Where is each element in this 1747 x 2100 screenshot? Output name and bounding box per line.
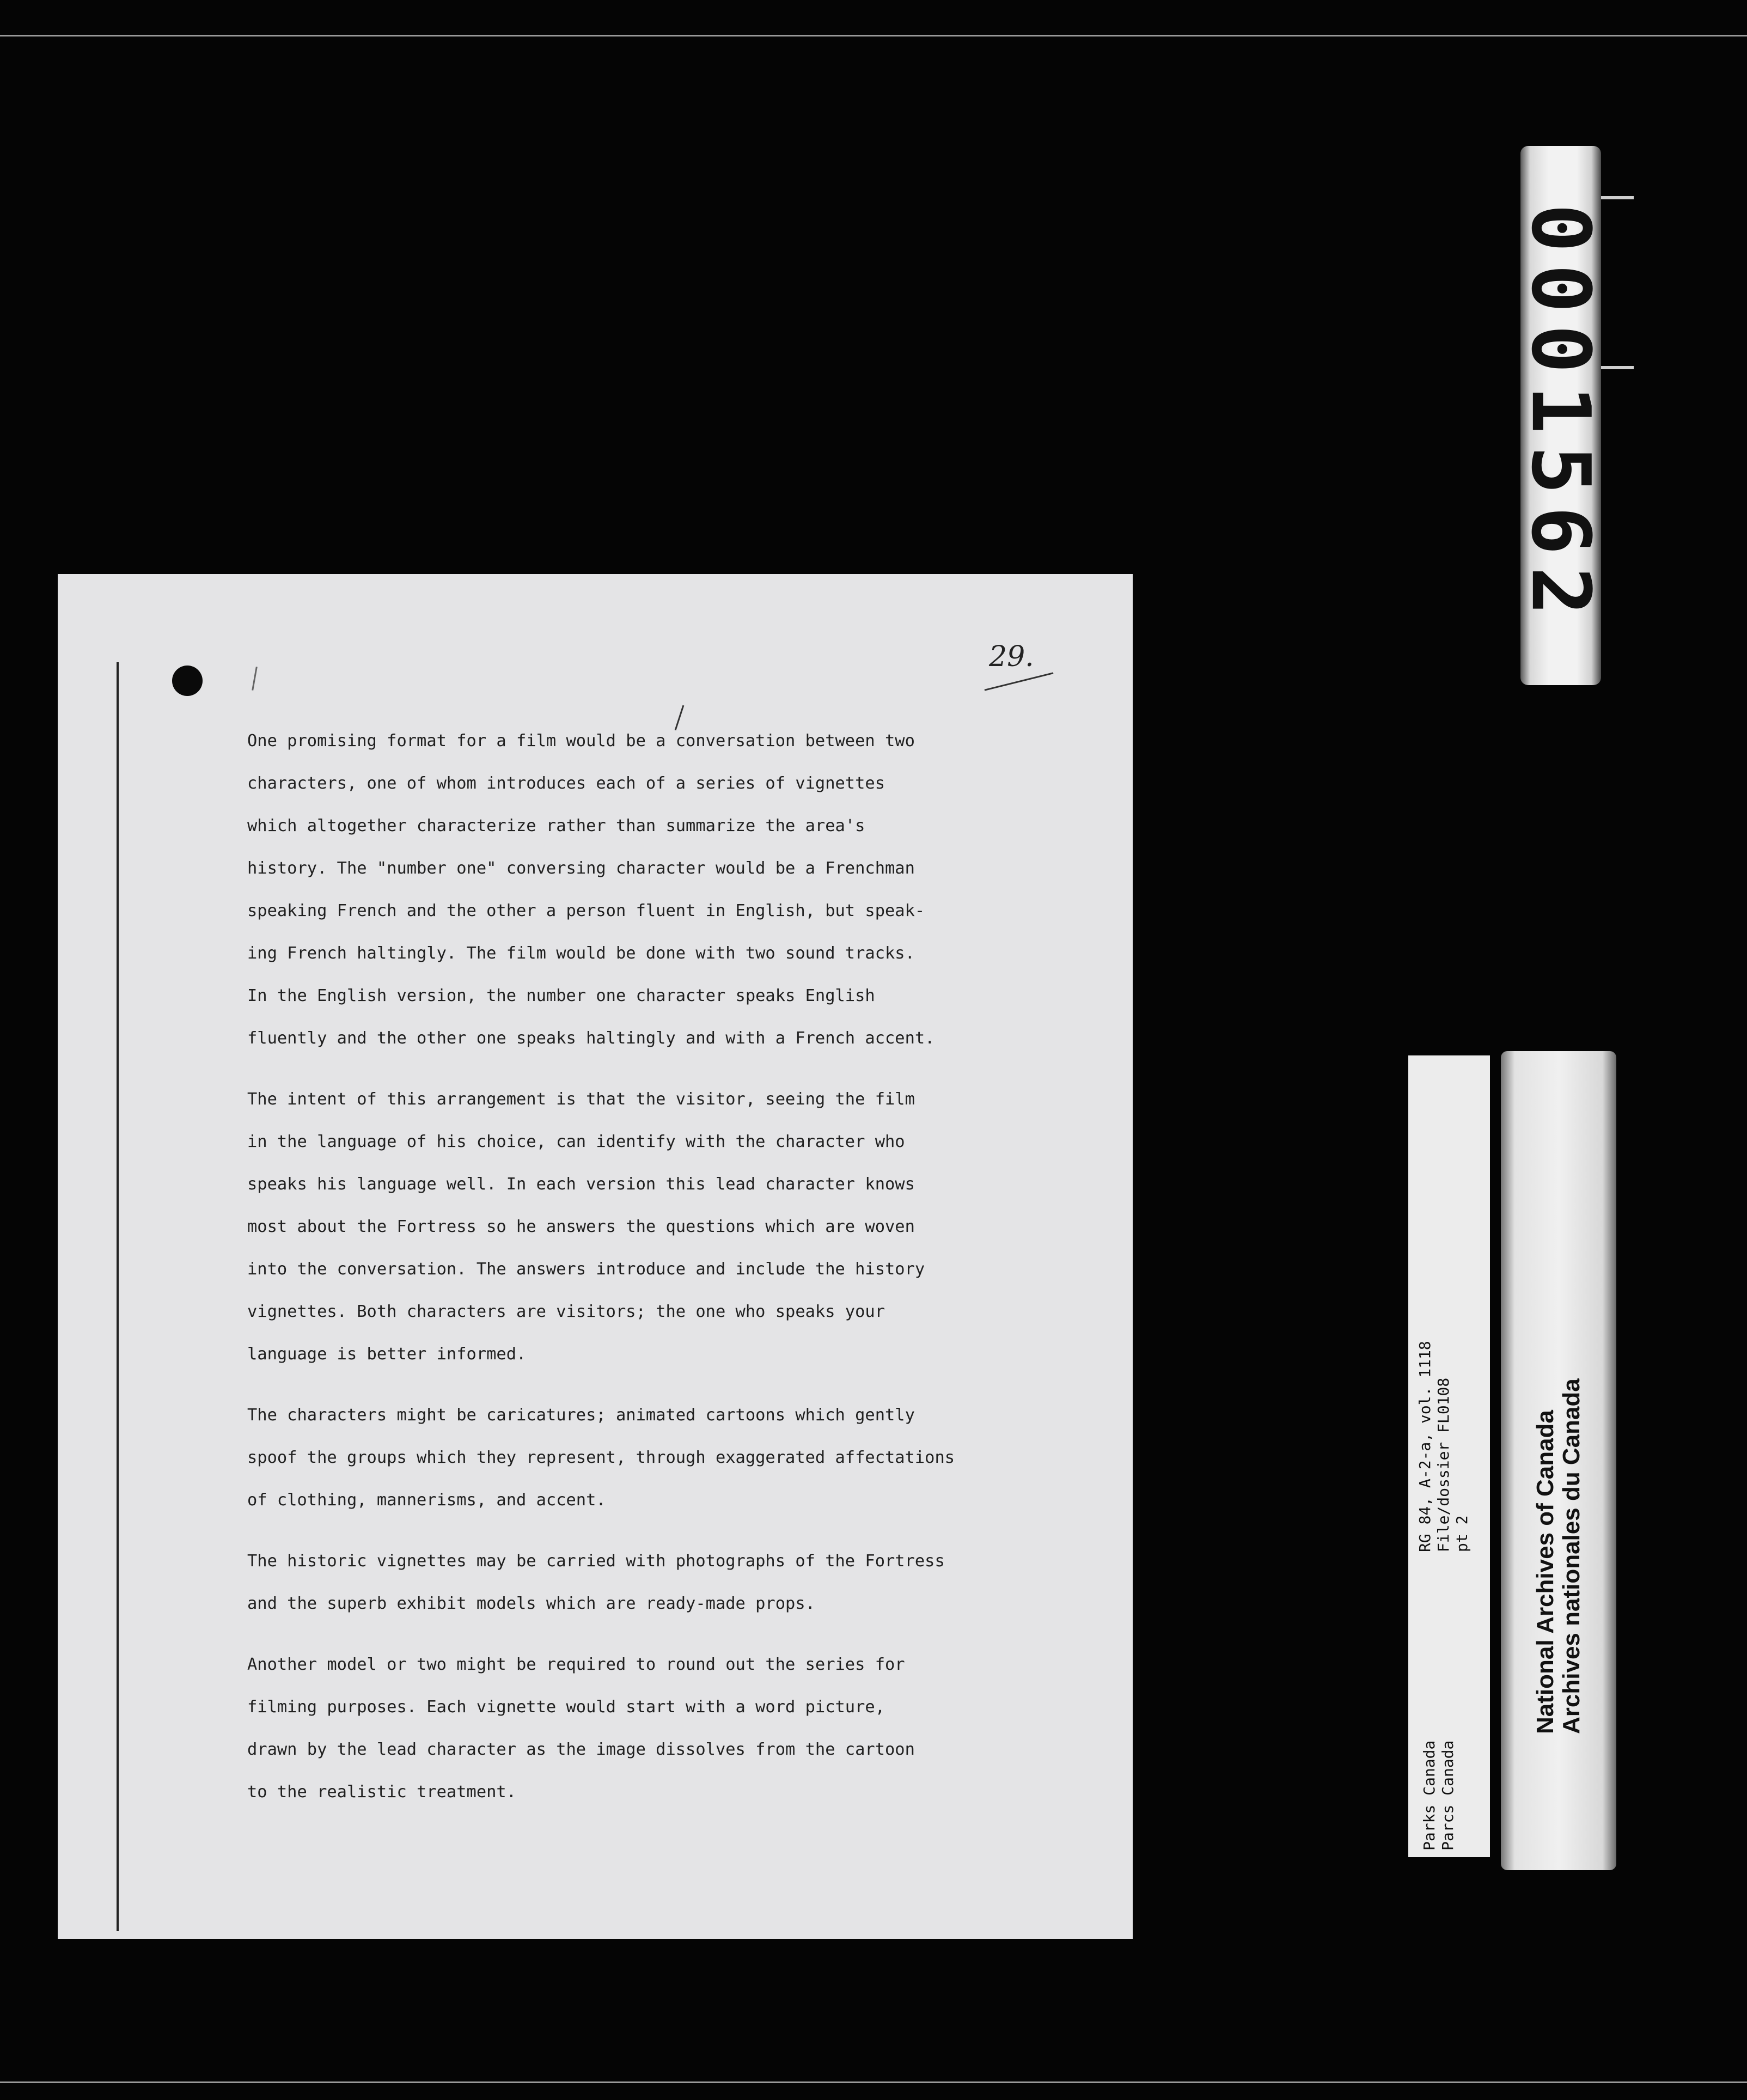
text-line: The characters might be caricatures; animated cartoons which gently bbox=[247, 1406, 915, 1425]
archive-reference-label bbox=[1408, 1055, 1490, 1857]
text-line: ing French haltingly. The film would be done with two sound tracks. bbox=[247, 944, 915, 963]
stamp-line: National Archives of Canada bbox=[1532, 1410, 1559, 1734]
text-line: vignettes. Both characters are visitors; the one who speaks your bbox=[247, 1302, 885, 1321]
reference-line: File/dossier FL0108 bbox=[1434, 1377, 1452, 1552]
page-number: 29. bbox=[989, 640, 1034, 673]
agency-line: Parks Canada bbox=[1420, 1740, 1438, 1851]
paragraph bbox=[247, 1394, 1097, 1522]
reference-line: RG 84, A-2-a, vol. 1118 bbox=[1416, 1341, 1434, 1552]
archive-stamp-text bbox=[1532, 1378, 1585, 1734]
text-line: to the realistic treatment. bbox=[247, 1782, 517, 1802]
text-line: speaking French and the other a person fluent in English, but speak- bbox=[247, 901, 925, 920]
body-text bbox=[247, 720, 1097, 1832]
text-line: One promising format for a film would be a conversation between two bbox=[247, 731, 915, 750]
paragraph bbox=[247, 1540, 1097, 1625]
pencil-mark bbox=[252, 667, 258, 691]
text-line: most about the Fortress so he answers the questions which are woven bbox=[247, 1217, 915, 1236]
paragraph bbox=[247, 1644, 1097, 1814]
text-line: of clothing, mannerisms, and accent. bbox=[247, 1491, 606, 1510]
text-line: drawn by the lead character as the image dissolves from the cartoon bbox=[247, 1740, 915, 1759]
punch-hole bbox=[172, 666, 203, 696]
margin-rule bbox=[117, 662, 119, 1931]
page-number-underline bbox=[985, 672, 1054, 691]
text-line: speaks his language well. In each version this lead character knows bbox=[247, 1175, 915, 1194]
agency-name bbox=[1420, 1741, 1457, 1851]
text-line: and the superb exhibit models which are ready-made props. bbox=[247, 1594, 815, 1613]
agency-line: Parcs Canada bbox=[1439, 1740, 1457, 1851]
archive-stamp bbox=[1501, 1051, 1616, 1870]
film-edge-top bbox=[0, 35, 1747, 36]
archive-reference bbox=[1416, 1341, 1471, 1552]
text-line: characters, one of whom introduces each of a series of vignettes bbox=[247, 774, 885, 793]
text-line: in the language of his choice, can identify with the character who bbox=[247, 1132, 905, 1151]
document-page bbox=[58, 574, 1133, 1939]
text-line: Another model or two might be required to round out the series for bbox=[247, 1655, 905, 1674]
frame-number-text: 0001562 bbox=[1514, 204, 1608, 627]
paragraph bbox=[247, 1078, 1097, 1376]
text-line: which altogether characterize rather than summarize the area's bbox=[247, 816, 865, 835]
text-line: In the English version, the number one character speaks English bbox=[247, 986, 875, 1005]
text-line: filming purposes. Each vignette would start with a word picture, bbox=[247, 1698, 885, 1717]
stamp-line: Archives nationales du Canada bbox=[1558, 1378, 1585, 1734]
text-line: history. The "number one" conversing character would be a Frenchman bbox=[247, 859, 915, 878]
reference-line: pt 2 bbox=[1453, 1515, 1471, 1552]
frame-number bbox=[1514, 146, 1608, 685]
text-line: fluently and the other one speaks haltingly and with a French accent. bbox=[247, 1029, 935, 1048]
text-line: into the conversation. The answers introduce and include the history bbox=[247, 1260, 925, 1279]
film-edge-bottom bbox=[0, 2081, 1747, 2083]
text-line: The historic vignettes may be carried with photographs of the Fortress bbox=[247, 1552, 945, 1571]
text-line: spoof the groups which they represent, through exaggerated affectations bbox=[247, 1448, 955, 1467]
text-line: The intent of this arrangement is that the visitor, seeing the film bbox=[247, 1090, 915, 1109]
frame-tick bbox=[1601, 196, 1634, 199]
text-line: language is better informed. bbox=[247, 1345, 527, 1364]
paragraph bbox=[247, 720, 1097, 1060]
